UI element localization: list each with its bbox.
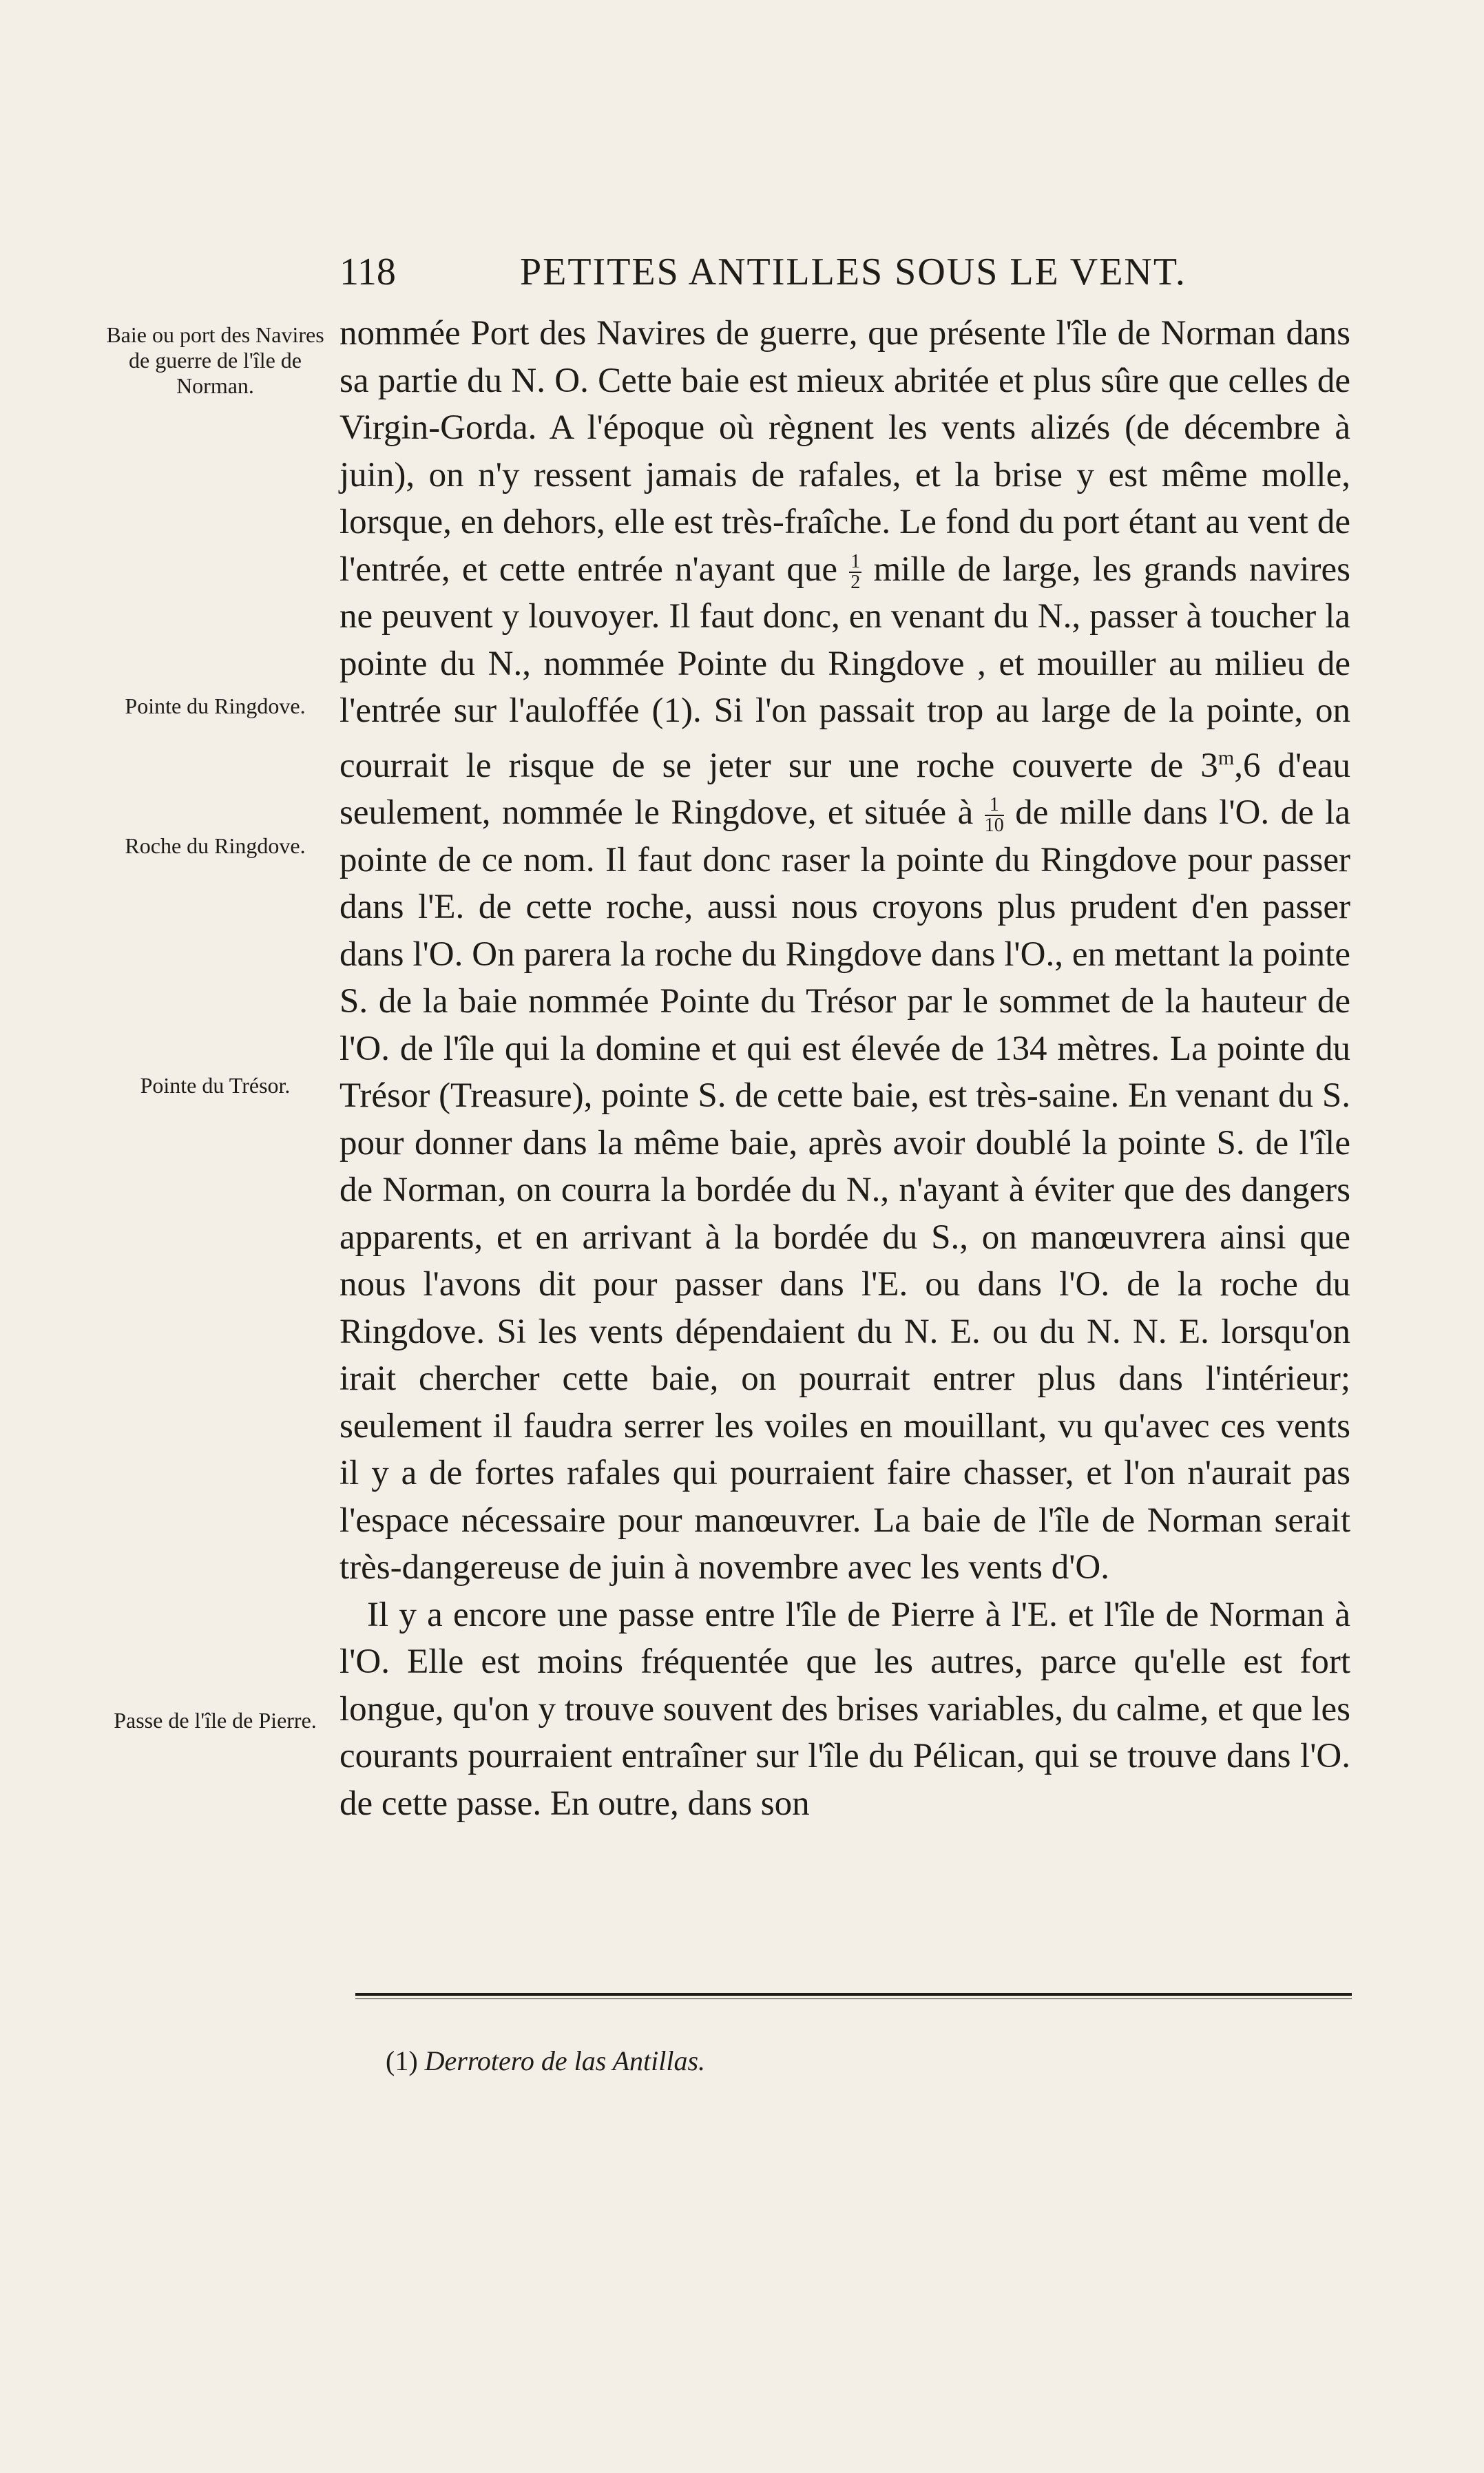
- footnote-text: Derrotero de las Antillas.: [424, 2045, 706, 2076]
- paragraph-1-part-1: nommée Port des Navires de guerre, que présente l'île de Norman dans sa partie du N. O. Cette baie est mieux abritée et plus sûre que celles de Virgin-Gorda. A l'époque où règnent les vents alizés (de décembre à juin), on n'y ressent jamais de rafales, et la brise y est même molle, lorsque, en dehors, elle est très-fraîche. Le fond du port étant au vent de l'entrée, et cette entrée n'ayant que: [339, 314, 1350, 589]
- fraction-half-denominator: 2: [850, 571, 861, 593]
- paragraph-1-part-2: mille de large, les grands navires ne peuvent y louvoyer. Il faut donc, en venant du N., passer à toucher la pointe du N., nommée Pointe du Ringdove , et mouiller au milieu de l'entrée sur l'auloffée (1). Si l'on passait trop au large de la pointe, on courrait le risque de se jeter sur une roche couverte de 3: [339, 550, 1351, 785]
- paragraph-1: [339, 310, 1350, 1592]
- body-text: [339, 310, 1350, 1827]
- margin-note-roche-ringdove: Roche du Ringdove.: [125, 833, 306, 858]
- margin-note-baie: Baie ou port des Navires de guerre de l'île de Norman.: [106, 322, 324, 398]
- fraction-tenth-denominator: 10: [984, 815, 1004, 837]
- margin-note-passe-pierre: Passe de l'île de Pierre.: [114, 1708, 317, 1733]
- running-title: PETITES ANTILLES SOUS LE VENT.: [520, 251, 1187, 293]
- margin-note-pointe-tresor: Pointe du Trésor.: [140, 1073, 291, 1098]
- fraction-tenth-numerator: 1: [985, 795, 1004, 816]
- superscript-m: m: [1217, 746, 1235, 769]
- page-number: 118: [339, 251, 396, 293]
- footnote-rule: [355, 1993, 1352, 1996]
- paragraph-1-part-4: de mille dans l'O. de la pointe de ce nom. Il faut donc raser la pointe du Ringdove pour passer dans l'E. de cette roche, aussi nous croyons plus prudent d'en passer dans l'O. On parera la roche du Ringdove dans l'O., en mettant la pointe S. de la baie nommée Pointe du Trésor par le sommet de la hauteur de l'O. de l'île qui la domine et qui est élevée de 134 mètres. La pointe du Trésor (Treasure), pointe S. de cette baie, est très-saine. En venant du S. pour donner dans la même baie, après avoir doublé la pointe S. de l'île de Norman, on courra la bordée du N., n'ayant à éviter que des dangers apparents, et en arrivant à la bordée du S., on manœuvrera ainsi que nous l'avons dit pour passer dans l'E. ou dans l'O. de la roche du Ringdove. Si les vents dépendaient du N. E. ou du N. N. E. lorsqu'on irait chercher cette baie, on pourrait entrer plus dans l'intérieur; seulement il faudra serrer les voiles en mouillant, vu qu'avec ces vents il y a de fortes rafales qui pourraient faire chasser, et l'on n'aurait pas l'espace nécessaire pour manœuvrer. La baie de l'île de Norman serait très-dangereuse de juin à novembre avec les vents d'O.: [339, 793, 1350, 1587]
- footnote: [386, 2042, 1350, 2080]
- paragraph-2: Il y a encore une passe entre l'île de Pierre à l'E. et l'île de Norman à l'O. Elle est moins fréquentée que les autres, parce qu'elle est fort longue, qu'on y trouve souvent des brises variables, du calme, et que les courants pourraient entraîner sur l'île du Pélican, qui se trouve dans l'O. de cette passe. En outre, dans son: [339, 1595, 1350, 1823]
- paragraph-1-part-3: ,6 d'eau seulement, nommée le Ringdove, et située à: [339, 746, 1351, 832]
- footnote-marker: (1): [386, 2045, 418, 2076]
- fraction-tenth: [985, 795, 1004, 835]
- fraction-half: [849, 552, 861, 592]
- fraction-half-numerator: 1: [850, 550, 861, 572]
- margin-note-pointe-ringdove: Pointe du Ringdove.: [125, 693, 306, 718]
- page-header: [339, 248, 1350, 296]
